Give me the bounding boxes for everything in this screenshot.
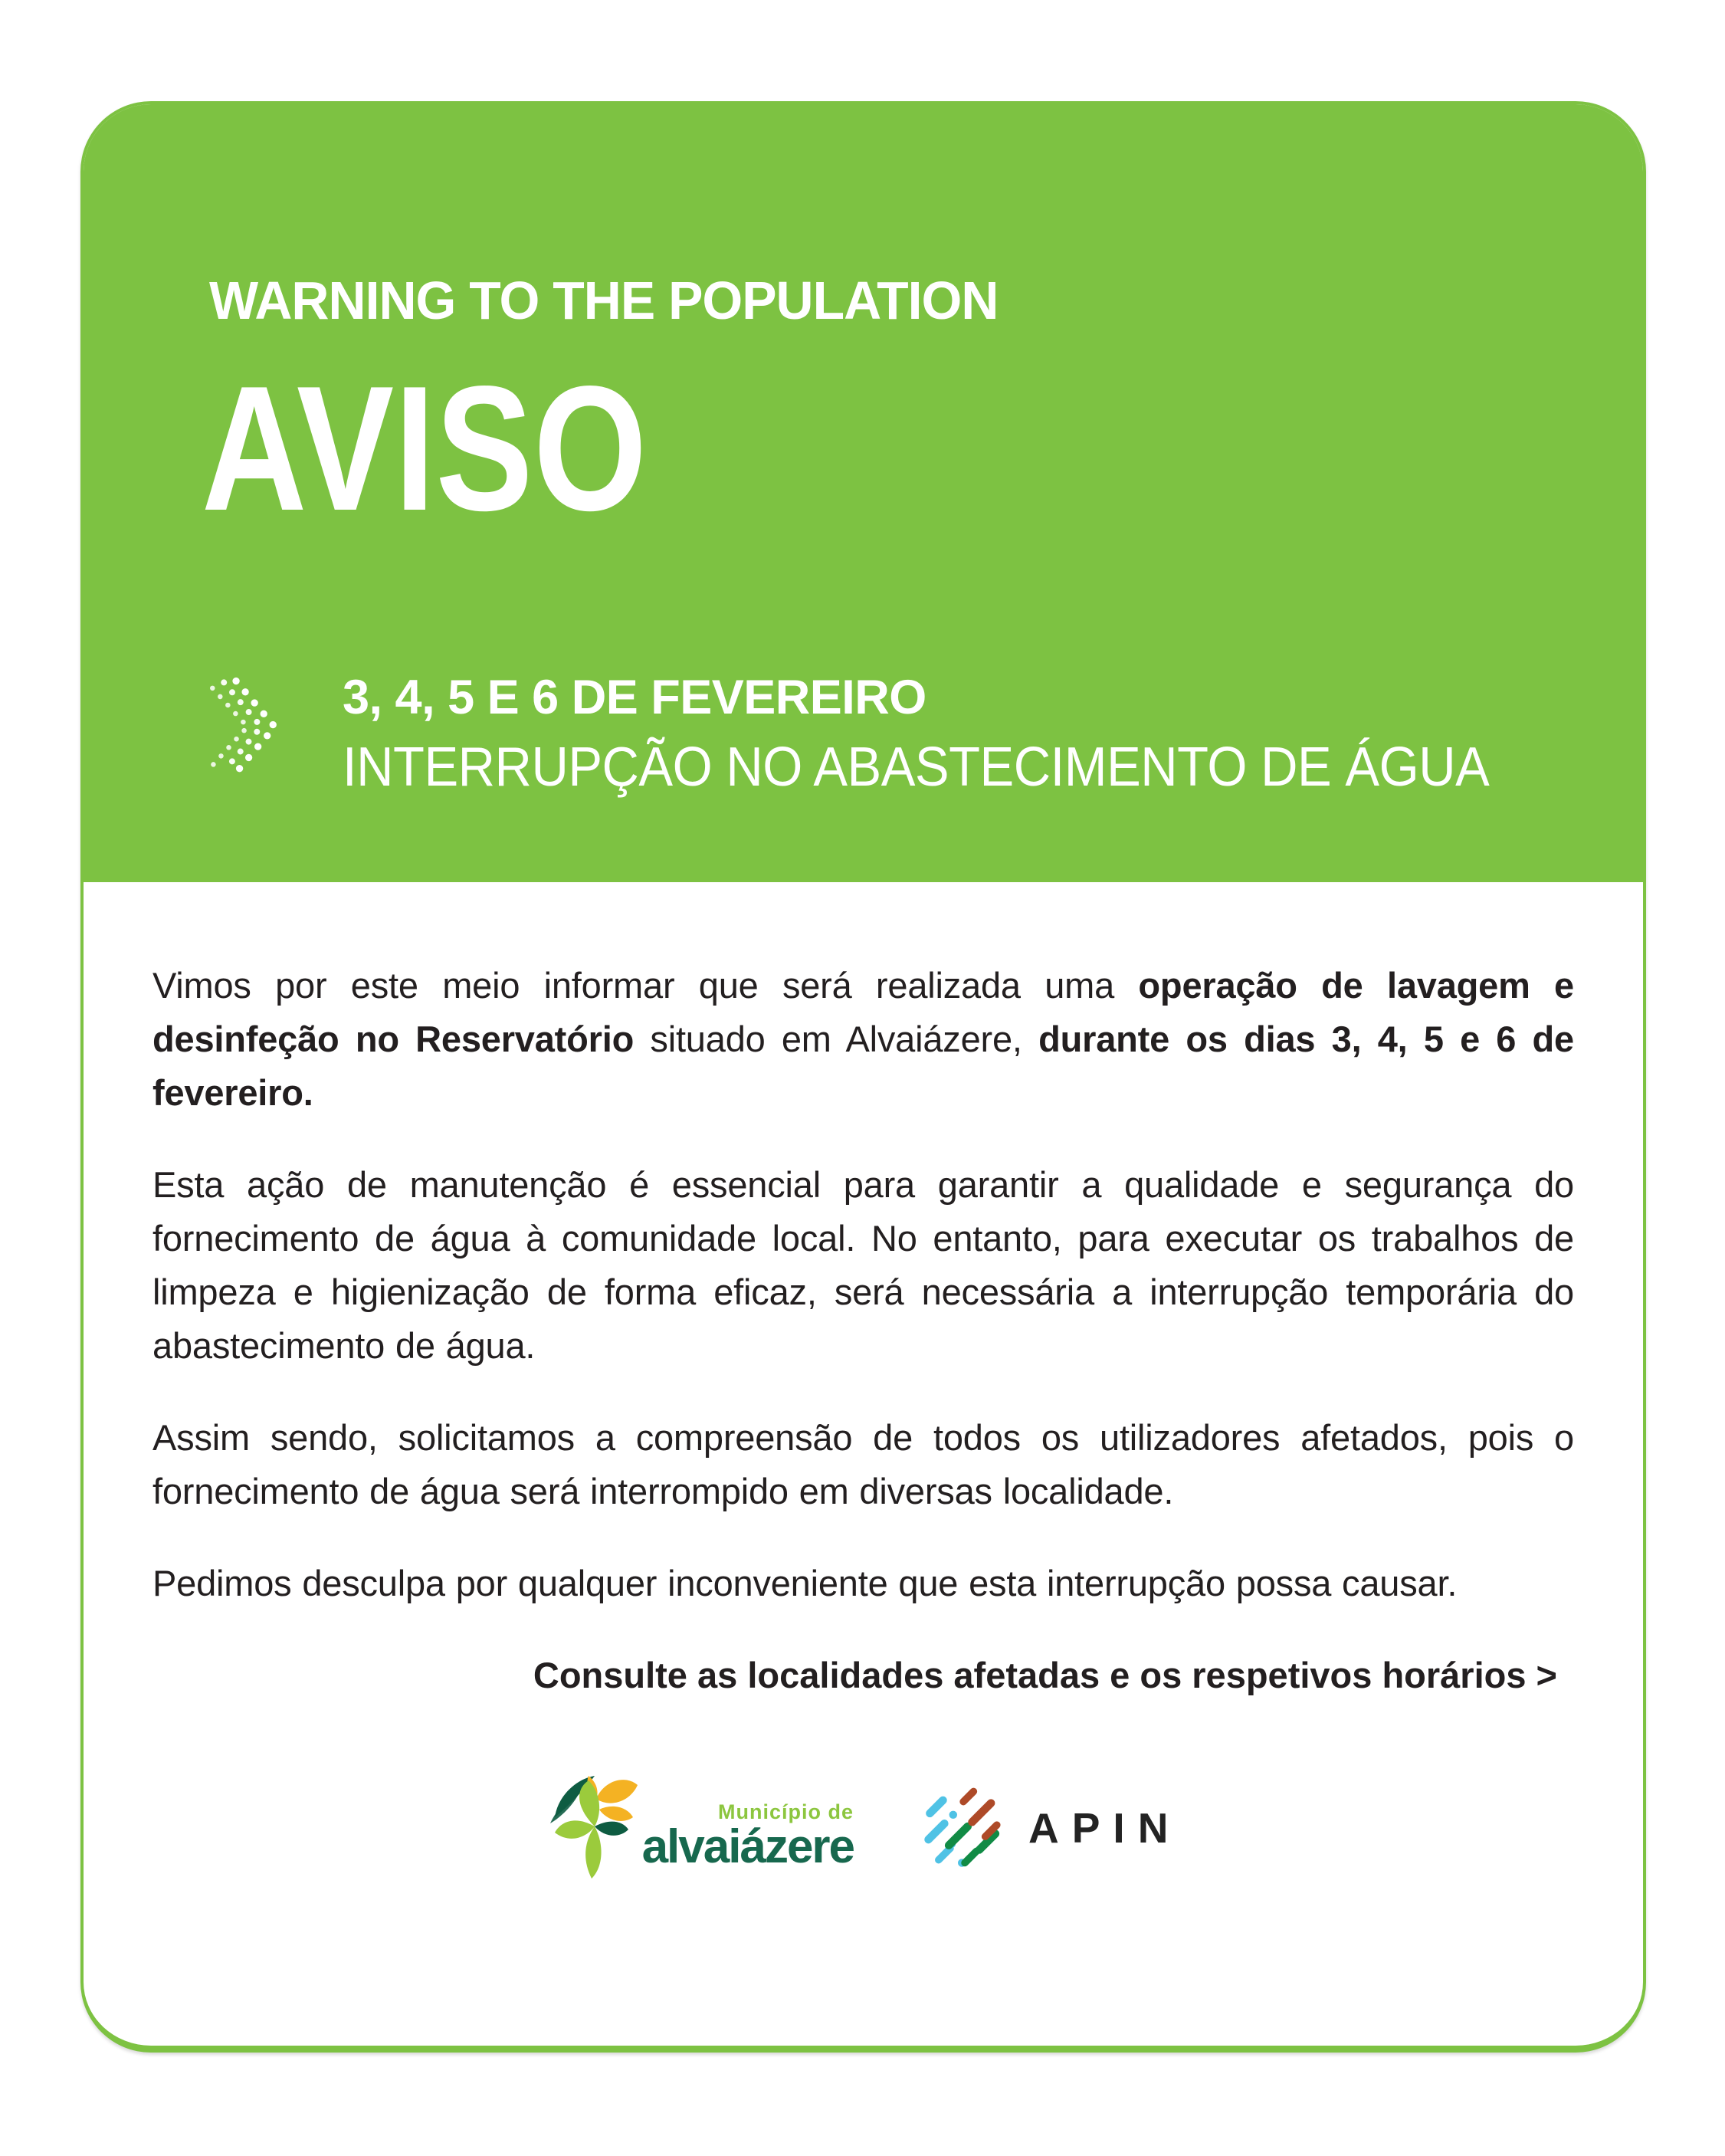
date-banner <box>205 670 1576 799</box>
date-text-block <box>343 670 1576 799</box>
alvaiazere-logo-mark <box>546 1770 647 1883</box>
body-paragraph: Assim sendo, solicitamos a compreensão de todos os utilizadores afetados, pois o fornecimento de água será interrompido em diversas localidade. <box>152 1417 1574 1511</box>
alvaiazere-wordmark <box>642 1800 854 1873</box>
chevron-dots-icon <box>205 671 290 788</box>
apin-logo <box>921 1783 1181 1870</box>
body-paragraph: Pedimos desculpa por qualquer inconveniente que esta interrupção possa causar. <box>152 1563 1458 1603</box>
notice-card <box>80 101 1646 2053</box>
notice-body <box>84 882 1643 1883</box>
municipality-label: Município de <box>718 1800 854 1824</box>
apin-logo-mark <box>921 1783 1008 1870</box>
apin-name: APIN <box>1028 1803 1182 1852</box>
cta-link[interactable]: Consulte as localidades afetadas e os respetivos horários > <box>533 1655 1557 1695</box>
body-paragraph: Esta ação de manutenção é essencial para garantir a qualidade e segurança do fornecimento de água à comunidade local. No entanto, para executar os trabalhos de limpeza e higienização de forma eficaz, será necessária a interrupção temporária do abastecimento de água. <box>152 1164 1574 1366</box>
warning-eyebrow: WARNING TO THE POPULATION <box>209 271 999 330</box>
notice-title: AVISO <box>202 349 648 548</box>
municipality-name: alvaiázere <box>641 1820 854 1874</box>
alvaiazere-logo <box>546 1770 854 1883</box>
body-paragraph: Vimos por este meio informar que será realizada uma operação de lavagem e desinfeção no Reservatório situado em Alvaiázere, durante os dias 3, 4, 5 e 6 de fevereiro. <box>152 965 1575 1113</box>
notice-header <box>80 101 1646 882</box>
date-line: 3, 4, 5 E 6 DE FEVEREIRO <box>343 671 926 724</box>
footer-logos <box>152 1770 1574 1883</box>
subject-line: INTERRUPÇÃO NO ABASTECIMENTO DE ÁGUA <box>343 737 1490 799</box>
